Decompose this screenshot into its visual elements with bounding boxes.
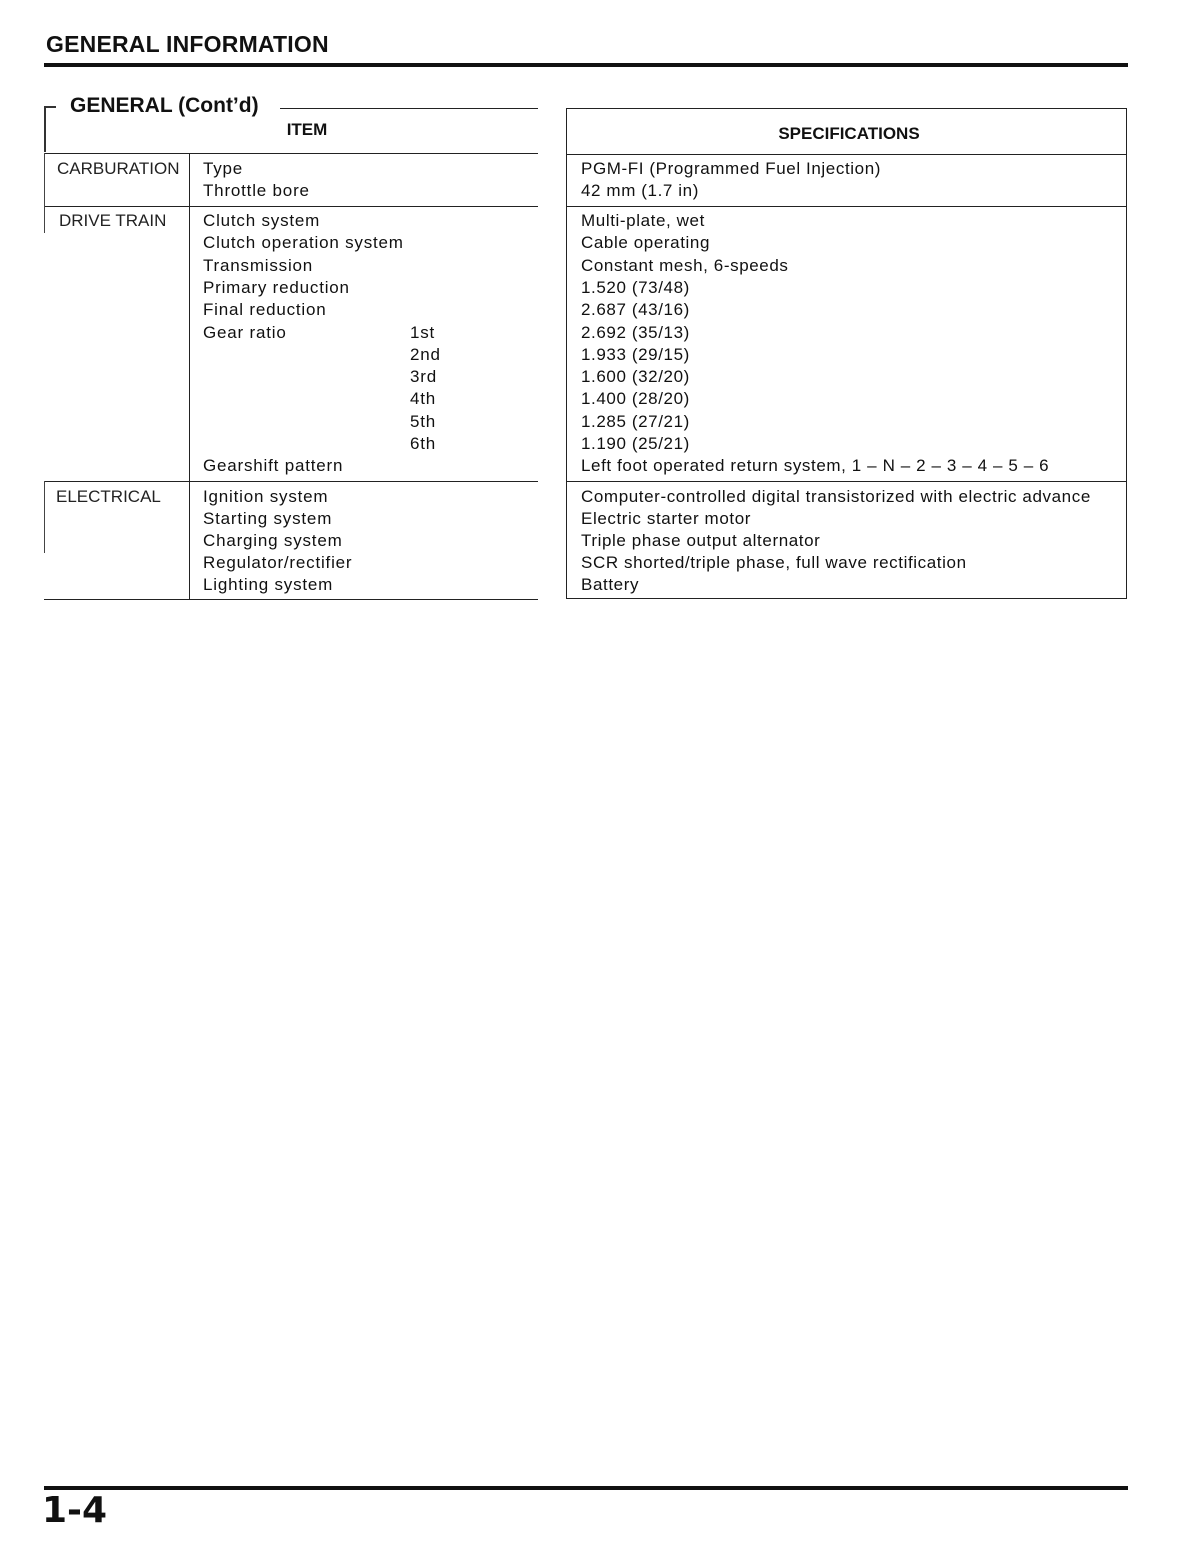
category-divider — [189, 153, 190, 600]
spec-value: Cable operating — [581, 233, 711, 252]
gear-label: 4th — [410, 389, 437, 408]
header-rule — [44, 63, 1128, 67]
left-edge-rule — [44, 481, 45, 553]
item-ignition-system: Ignition system — [203, 487, 329, 506]
spec-value: Computer-controlled digital transistorized with electric advance — [581, 487, 1091, 506]
spec-value: 42 mm (1.7 in) — [581, 181, 699, 200]
item-clutch-system: Clutch system — [203, 211, 321, 230]
left-edge-rule — [44, 153, 45, 233]
gear-label: 3rd — [410, 367, 437, 386]
item-clutch-operation: Clutch operation system — [203, 233, 404, 252]
spec-value: Multi-plate, wet — [581, 211, 705, 230]
item-row-divider — [44, 481, 538, 482]
category-drive-train: DRIVE TRAIN — [59, 211, 167, 230]
item-column-header: ITEM — [286, 120, 328, 139]
spec-row-divider — [567, 481, 1126, 482]
section-title: GENERAL (Cont’d) — [70, 94, 259, 117]
spec-value: Left foot operated return system, 1 – N – 2 – 3 – 4 – 5 – 6 — [581, 456, 1050, 475]
page-number: 1-4 — [42, 1490, 108, 1531]
spec-value: 1.400 (28/20) — [581, 389, 690, 408]
spec-value: Battery — [581, 575, 640, 594]
gear-label: 2nd — [410, 345, 441, 364]
section-bracket-top — [44, 106, 56, 108]
spec-value: 1.520 (73/48) — [581, 278, 690, 297]
spec-value: 1.933 (29/15) — [581, 345, 690, 364]
spec-value: PGM-FI (Programmed Fuel Injection) — [581, 159, 882, 178]
section-title-rule — [280, 108, 538, 109]
item-final-reduction: Final reduction — [203, 300, 327, 319]
gear-label: 1st — [410, 323, 436, 342]
item-type: Type — [203, 159, 244, 178]
footer-rule — [44, 1486, 1128, 1490]
spec-value: 2.692 (35/13) — [581, 323, 690, 342]
item-table-bottom-rule — [44, 599, 538, 600]
item-charging-system: Charging system — [203, 531, 343, 550]
category-carburation: CARBURATION — [57, 159, 180, 178]
spec-value: Constant mesh, 6-speeds — [581, 256, 789, 275]
section-bracket — [44, 106, 46, 152]
spec-value: Electric starter motor — [581, 509, 752, 528]
spec-value: 1.285 (27/21) — [581, 412, 690, 431]
item-table-top-rule — [44, 153, 538, 154]
item-primary-reduction: Primary reduction — [203, 278, 350, 297]
item-gear-ratio: Gear ratio — [203, 323, 287, 342]
item-transmission: Transmission — [203, 256, 314, 275]
spec-row-divider — [567, 206, 1126, 207]
page-title: GENERAL INFORMATION — [46, 31, 329, 57]
spec-value: 1.190 (25/21) — [581, 434, 690, 453]
item-regulator-rectifier: Regulator/rectifier — [203, 553, 353, 572]
spec-value: SCR shorted/triple phase, full wave rectification — [581, 553, 967, 572]
item-lighting-system: Lighting system — [203, 575, 334, 594]
spec-value: Triple phase output alternator — [581, 531, 821, 550]
spec-value: 2.687 (43/16) — [581, 300, 690, 319]
gear-label: 5th — [410, 412, 437, 431]
item-gearshift-pattern: Gearshift pattern — [203, 456, 344, 475]
category-electrical: ELECTRICAL — [56, 487, 161, 506]
gear-label: 6th — [410, 434, 437, 453]
item-throttle-bore: Throttle bore — [203, 181, 310, 200]
spec-value: 1.600 (32/20) — [581, 367, 690, 386]
item-starting-system: Starting system — [203, 509, 333, 528]
spec-column-header: SPECIFICATIONS — [778, 124, 920, 143]
spec-header-rule — [567, 154, 1126, 155]
item-row-divider — [44, 206, 538, 207]
